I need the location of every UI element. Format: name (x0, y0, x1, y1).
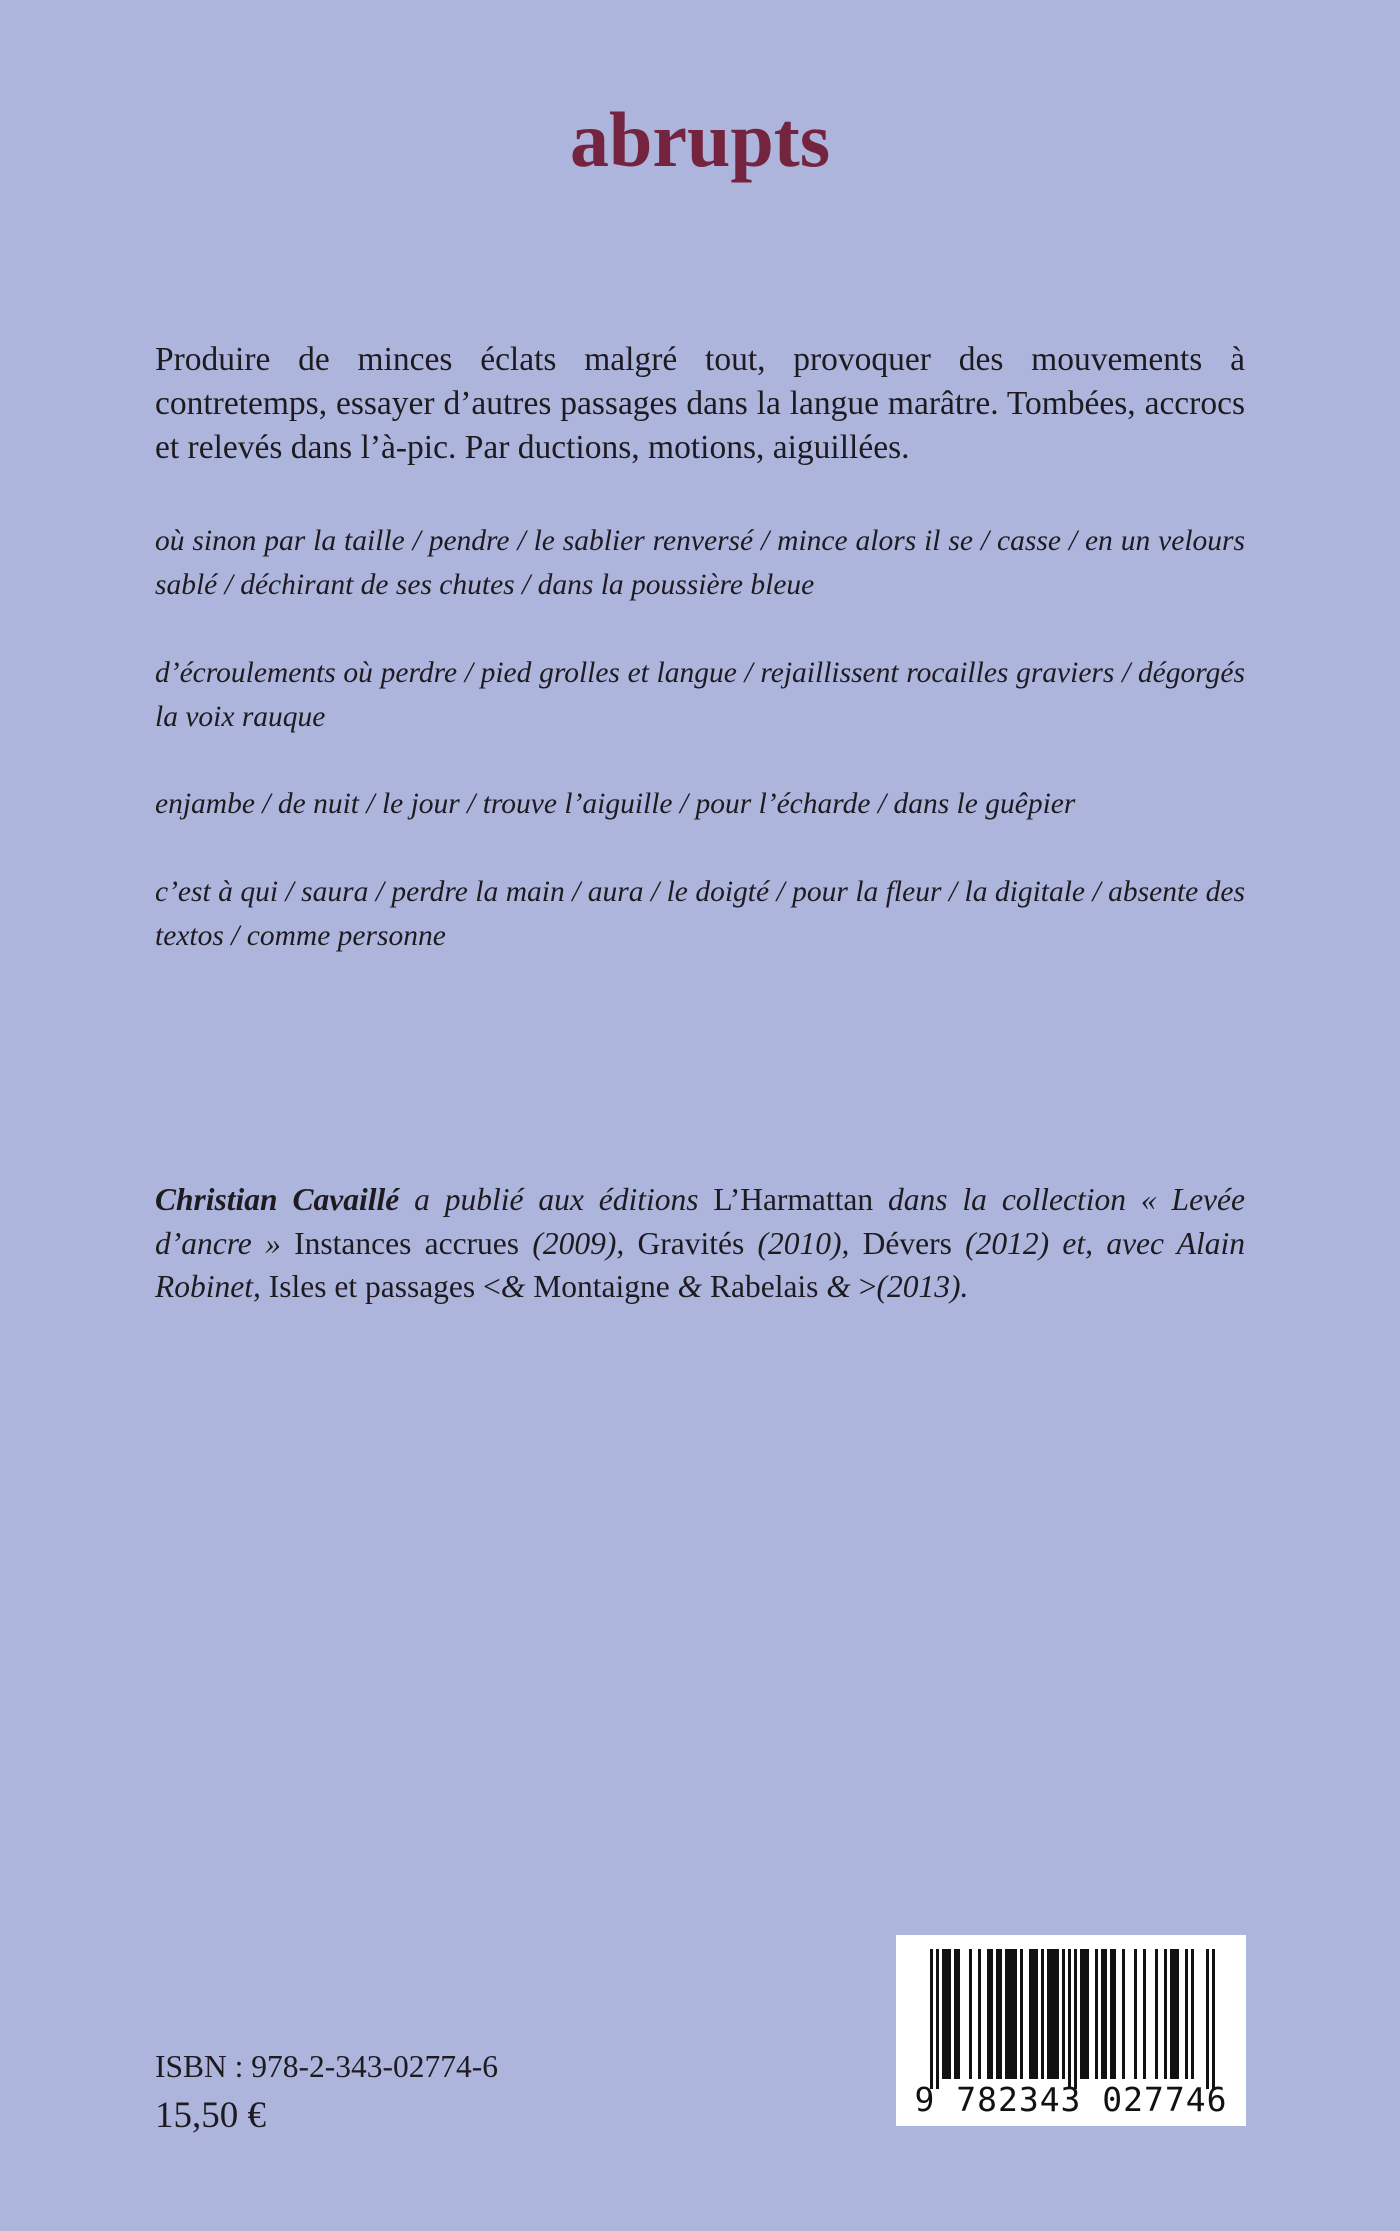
book-title-2: Gravités (637, 1225, 745, 1261)
book-year-1: (2009), (519, 1225, 638, 1261)
price-label: 15,50 € (155, 2095, 266, 2136)
bio-text: a publié aux éditions (399, 1182, 714, 1217)
barcode (896, 1935, 1246, 2126)
barcode-bar (969, 1949, 972, 2079)
book-year-2: (2010), (744, 1225, 863, 1261)
barcode-bar (1185, 1949, 1188, 2079)
book-title-4: Rabelais (702, 1269, 827, 1304)
isbn-label: ISBN : 978-2-343-02774-6 (155, 2049, 498, 2084)
blurb-paragraph: Produire de minces éclats malgré tout, provoquer des mouvements à contretemps, essayer d’autres passages dans la langue marâtre. Tombées, accrocs et relevés dans l’à-pic. Par ductions, motions, aiguillées. (155, 341, 1245, 466)
barcode-bar (1143, 1949, 1146, 2079)
barcode-bar (1029, 1949, 1038, 2079)
barcode-bar (1020, 1949, 1023, 2079)
barcode-bar (1134, 1949, 1137, 2079)
poem-stanza: c’est à qui / saura / perdre la main / aura / le doigté / pour la fleur / la digitale / absente des textos / comme personne (155, 876, 1245, 952)
barcode-bar (1191, 1949, 1194, 2079)
barcode-digits: 9 782343 027746 (914, 2080, 1228, 2119)
ampersand: & (500, 1269, 526, 1304)
barcode-bar (1062, 1949, 1065, 2079)
barcode-bar (1095, 1949, 1098, 2079)
barcode-bar (1155, 1949, 1158, 2079)
barcode-bar (930, 1949, 933, 2089)
barcode-bar (1080, 1949, 1089, 2079)
publisher-name: L’Harmattan (713, 1182, 874, 1217)
ampersand: & (826, 1269, 851, 1304)
barcode-bar (1101, 1949, 1107, 2079)
poem-stanza: enjambe / de nuit / le jour / trouve l’aiguille / pour l’écharde / dans le guêpier (155, 788, 1076, 820)
book-title: abrupts (569, 96, 831, 183)
barcode-bar (1122, 1949, 1125, 2079)
barcode-bar (942, 1949, 951, 2079)
poem-stanza: où sinon par la taille / pendre / le sablier renversé / mince alors il se / casse / en un velours sablé / déchirant de ses chutes / dans la poussière bleue (155, 525, 1245, 601)
book-title-4: > (850, 1269, 877, 1304)
barcode-bar (978, 1949, 981, 2079)
barcode-bar (996, 1949, 1002, 2079)
barcode-bar (1170, 1949, 1179, 2079)
barcode-bar (954, 1949, 960, 2079)
barcode-bar (1206, 1949, 1209, 2089)
book-title-1: Instances accrues (294, 1225, 520, 1261)
poem-stanza: d’écroulements où perdre / pied grolles et langue / rejaillissent rocailles graviers / dégorgés la voix rauque (155, 657, 1245, 733)
book-year-3: (2012) et, avec Alain Robinet, (155, 1225, 1245, 1304)
barcode-bar (987, 1949, 993, 2079)
barcode-bar (1047, 1949, 1059, 2079)
barcode-bar (1041, 1949, 1044, 2079)
barcode-bar (1005, 1949, 1017, 2079)
barcode-bar (936, 1949, 939, 2089)
barcode-bar (1212, 1949, 1215, 2089)
barcode-bar (1164, 1949, 1167, 2079)
barcode-bar (1068, 1949, 1071, 2089)
book-title-4: Isles et passages < (268, 1269, 501, 1304)
barcode-bar (1110, 1949, 1116, 2079)
author-bio (155, 1178, 1245, 1309)
barcode-bar (1074, 1949, 1077, 2089)
book-year-4: (2013). (876, 1269, 969, 1304)
book-title-3: Dévers (862, 1225, 952, 1261)
bio-text: dans la collection « Levée d’ancre » (155, 1182, 1245, 1261)
book-title-4: Montaigne (525, 1269, 678, 1304)
author-name: Christian Cavaillé (155, 1182, 400, 1217)
ampersand: & (677, 1269, 703, 1304)
